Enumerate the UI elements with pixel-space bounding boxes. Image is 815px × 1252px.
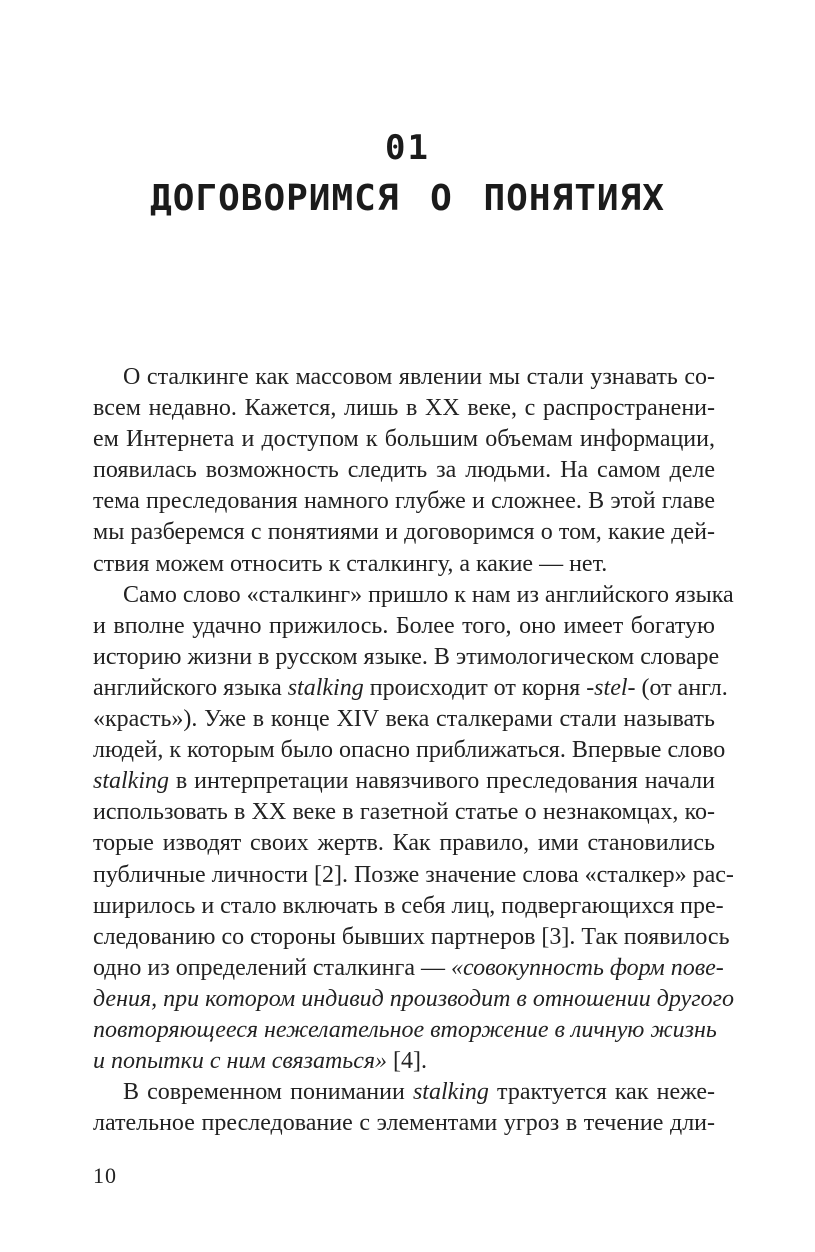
text-line (93, 1046, 715, 1077)
body-text (93, 362, 734, 1139)
chapter-title: ДОГОВОРИМСЯ О ПОНЯТИЯХ (150, 178, 665, 219)
text-line: публичные личности [2]. Позже значение слова «сталкер» рас- (93, 861, 734, 888)
italic-segment: и попытки с ним связаться» (93, 1048, 388, 1075)
text-line (93, 984, 734, 1015)
text-line: Само слово «сталкинг» пришло к нам из английского языка (123, 581, 734, 608)
text-line: ем Интернета и доступом к большим объемам информации, (93, 426, 715, 453)
text-segment: В современном понимании (123, 1079, 413, 1106)
text-line: историю жизни в русском языке. В этимологическом словаре (93, 643, 720, 670)
text-line: мы разберемся с понятиями и договоримся о том, какие дей- (93, 519, 715, 546)
italic-segment: повторяющееся нежелательное вторжение в личную жизнь (93, 1016, 717, 1043)
italic-segment: stalking (287, 674, 364, 701)
italic-segment: stalking (412, 1079, 489, 1106)
text-line (93, 766, 715, 797)
text-line: людей, к которым было опасно приближаться. Впервые слово (93, 737, 726, 764)
text-line (93, 1077, 715, 1108)
text-segment: трактуется как неже- (488, 1079, 716, 1106)
text-segment: происходит от корня (363, 674, 587, 701)
text-line: ствия можем относить к сталкингу, а какие — нет. (93, 550, 608, 577)
text-line (93, 1015, 715, 1046)
text-line: появилась возможность следить за людьми. На самом деле (93, 457, 715, 484)
text-line: тема преследования намного глубже и сложнее. В этой главе (93, 488, 715, 515)
page-number: 10 (93, 1163, 117, 1188)
text-segment: в интерпретации навязчивого преследования начали (169, 768, 715, 795)
text-segment: одно из определений сталкинга — (93, 954, 452, 981)
text-line: О сталкинге как массовом явлении мы стали узнавать со- (123, 364, 715, 390)
italic-segment: stalking (93, 768, 169, 795)
text-line: использовать в XX веке в газетной статье о незнакомцах, ко- (93, 799, 715, 826)
italic-segment: «совокупность форм пове- (451, 954, 724, 981)
text-line: следованию со стороны бывших партнеров [3]. Так появилось (93, 923, 730, 950)
text-line (93, 673, 728, 704)
text-line: ширилось и стало включать в себя лиц, подвергающихся пре- (93, 892, 724, 919)
chapter-number: 01 (385, 128, 430, 168)
text-line: «красть»). Уже в конце XIV века сталкерами стали называть (93, 706, 715, 733)
text-line: торые изводят своих жертв. Как правило, ими становились (93, 830, 715, 857)
text-segment: (от англ. (635, 674, 728, 701)
italic-segment: дения, при котором индивид производит в отношении другого (93, 985, 734, 1012)
text-segment: [4]. (387, 1048, 428, 1075)
text-line: лательное преследование с элементами угроз в течение дли- (93, 1110, 715, 1137)
italic-segment: -stel- (586, 674, 636, 701)
text-line (93, 953, 724, 984)
text-line: и вполне удачно прижилось. Более того, оно имеет богатую (93, 612, 715, 639)
text-segment: английского языка (93, 674, 288, 701)
text-line: всем недавно. Кажется, лишь в XX веке, с распространени- (93, 395, 715, 422)
